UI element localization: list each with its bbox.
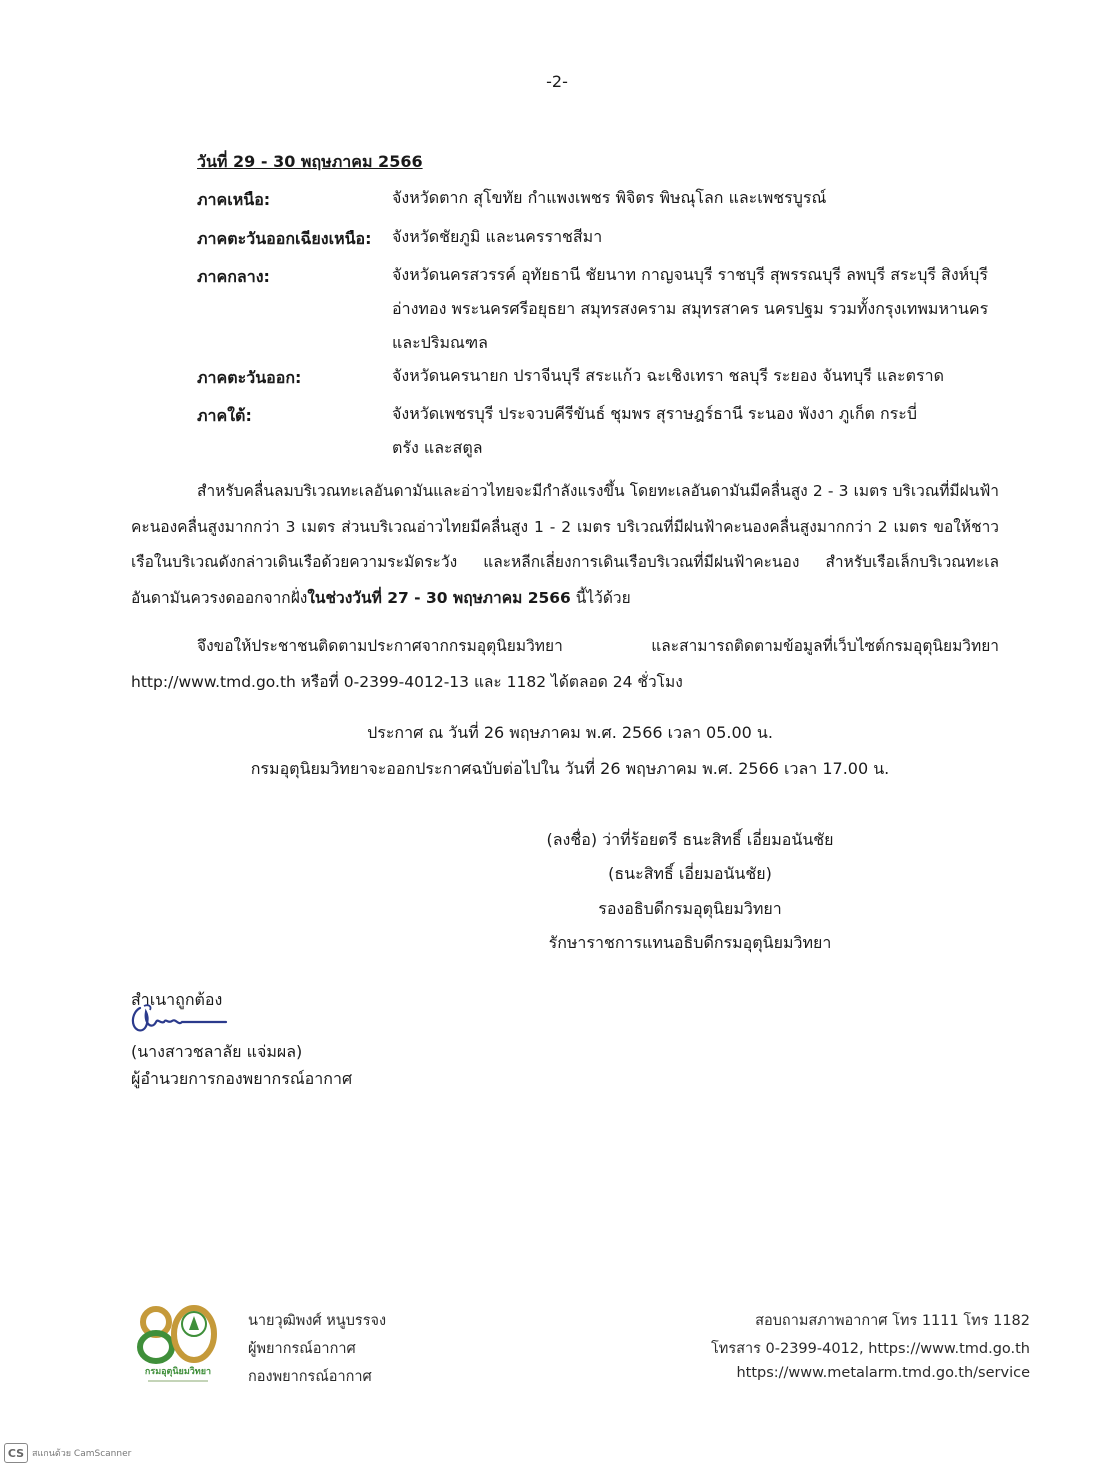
region-text-central-line2: อ่างทอง พระนครศรีอยุธยา สมุทรสงคราม สมุทรสาคร นครปฐม รวมทั้งกรุงเทพมหานคร xyxy=(392,299,989,318)
region-label-east: ภาคตะวันออก: xyxy=(197,368,302,387)
date-heading: วันที่ 29 - 30 พฤษภาคม 2566 xyxy=(197,152,423,171)
region-label-south: ภาคใต้: xyxy=(197,406,252,425)
signature-position-line: รองอธิบดีกรมอุตุนิยมวิทยา xyxy=(598,899,782,918)
tmd-80th-anniversary-logo xyxy=(134,1300,222,1386)
region-label-north: ภาคเหนือ: xyxy=(197,190,271,209)
region-text-central-line3: และปริมณฑล xyxy=(392,333,488,352)
certified-copy-name: (นางสาวชลาลัย แจ่มผล) xyxy=(131,1042,303,1061)
waves-paragraph-text: สำหรับคลื่นลมบริเวณทะเลอันดามันและอ่าวไทยจะมีกำลังแรงขึ้น โดยทะเลอันดามันมีคลื่นสูง 2 - 3 เมตร บริเวณที่มีฝนฟ้าคะนองคลื่นสูงมากกว่า 3 เมตร ส่วนบริเวณอ่าวไทยมีคลื่นสูง 1 - 2 เมตร บริเวณที่มีฝนฟ้าคะนองคลื่นสูงมากกว่า 2 เมตร ขอให้ชาวเรือในบริเวณดังกล่าวเดินเรือด้วยความระมัดระวัง และหลีกเลี่ยงการเดินเรือบริเวณที่มีฝนฟ้าคะนอง สำหรับเรือเล็กบริเวณทะเลอันดามันควรงดออกจากฝั่ง xyxy=(131,482,999,607)
camscanner-text: สแกนด้วย CamScanner xyxy=(32,1449,132,1459)
footer-phone: สอบถามสภาพอากาศ โทร 1111 โทร 1182 xyxy=(755,1313,1030,1329)
region-text-northeast: จังหวัดชัยภูมิ และนครราชสีมา xyxy=(392,227,603,246)
waves-paragraph-tail: นี้ไว้ด้วย xyxy=(570,588,631,607)
waves-paragraph xyxy=(131,474,999,616)
footer-forecaster-title: ผู้พยากรณ์อากาศ xyxy=(248,1341,356,1357)
region-text-central-line1: จังหวัดนครสวรรค์ อุทัยธานี ชัยนาท กาญจนบุรี ราชบุรี สุพรรณบุรี ลพบุรี สระบุรี สิงห์บุรี xyxy=(392,265,988,284)
footer-fax-website: โทรสาร 0-2399-4012, https://www.tmd.go.th xyxy=(711,1341,1030,1357)
handwritten-signature xyxy=(122,1000,232,1040)
camscanner-icon: CS xyxy=(4,1443,28,1463)
footer-division: กองพยากรณ์อากาศ xyxy=(248,1369,372,1385)
signature-acting-line: รักษาราชการแทนอธิบดีกรมอุตุนิยมวิทยา xyxy=(548,933,832,952)
region-text-south-line1: จังหวัดเพชรบุรี ประจวบคีรีขันธ์ ชุมพร สุราษฎร์ธานี ระนอง พังงา ภูเก็ต กระบี่ xyxy=(392,404,918,423)
follow-paragraph-text: จึงขอให้ประชาชนติดตามประกาศจากกรมอุตุนิยมวิทยา และสามารถติดตามข้อมูลที่เว็บไซต์กรมอุตุนิยมวิทยา http://www.tmd.go.th หรือที่ 0-2399-4012-13 และ 1182 ได้ตลอด 24 ชั่วโมง xyxy=(131,637,999,691)
region-label-central: ภาคกลาง: xyxy=(197,267,270,286)
announced-line: ประกาศ ณ วันที่ 26 พฤษภาคม พ.ศ. 2566 เวลา 05.00 น. xyxy=(367,723,773,742)
footer-metalarm-link: https://www.metalarm.tmd.go.th/service xyxy=(736,1365,1030,1381)
region-label-northeast: ภาคตะวันออกเฉียงเหนือ: xyxy=(197,229,372,248)
page-number: -2- xyxy=(546,72,568,91)
signature-signed-line: (ลงชื่อ) ว่าที่ร้อยตรี ธนะสิทธิ์ เอี่ยมอนันชัย xyxy=(546,830,834,849)
region-text-east: จังหวัดนครนายก ปราจีนบุรี สระแก้ว ฉะเชิงเทรา ชลบุรี ระยอง จันทบุรี และตราด xyxy=(392,366,944,385)
logo-text: กรมอุตุนิยมวิทยา xyxy=(144,1367,212,1377)
waves-paragraph-bold: ในช่วงวันที่ 27 - 30 พฤษภาคม 2566 xyxy=(307,588,571,607)
next-issue-line: กรมอุตุนิยมวิทยาจะออกประกาศฉบับต่อไปใน วันที่ 26 พฤษภาคม พ.ศ. 2566 เวลา 17.00 น. xyxy=(250,759,890,778)
certified-copy-label: สำเนาถูกต้อง xyxy=(131,990,223,1009)
camscanner-mark xyxy=(4,1443,131,1463)
signature-name-line: (ธนะสิทธิ์ เอี่ยมอนันชัย) xyxy=(608,864,772,883)
follow-paragraph xyxy=(131,629,999,700)
footer-forecaster-name: นายวุฒิพงศ์ หนูบรรจง xyxy=(248,1313,387,1329)
region-text-north: จังหวัดตาก สุโขทัย กำแพงเพชร พิจิตร พิษณุโลก และเพชรบูรณ์ xyxy=(392,188,827,207)
certified-copy-position: ผู้อำนวยการกองพยากรณ์อากาศ xyxy=(131,1069,353,1088)
region-text-south-line2: ตรัง และสตูล xyxy=(392,438,483,457)
